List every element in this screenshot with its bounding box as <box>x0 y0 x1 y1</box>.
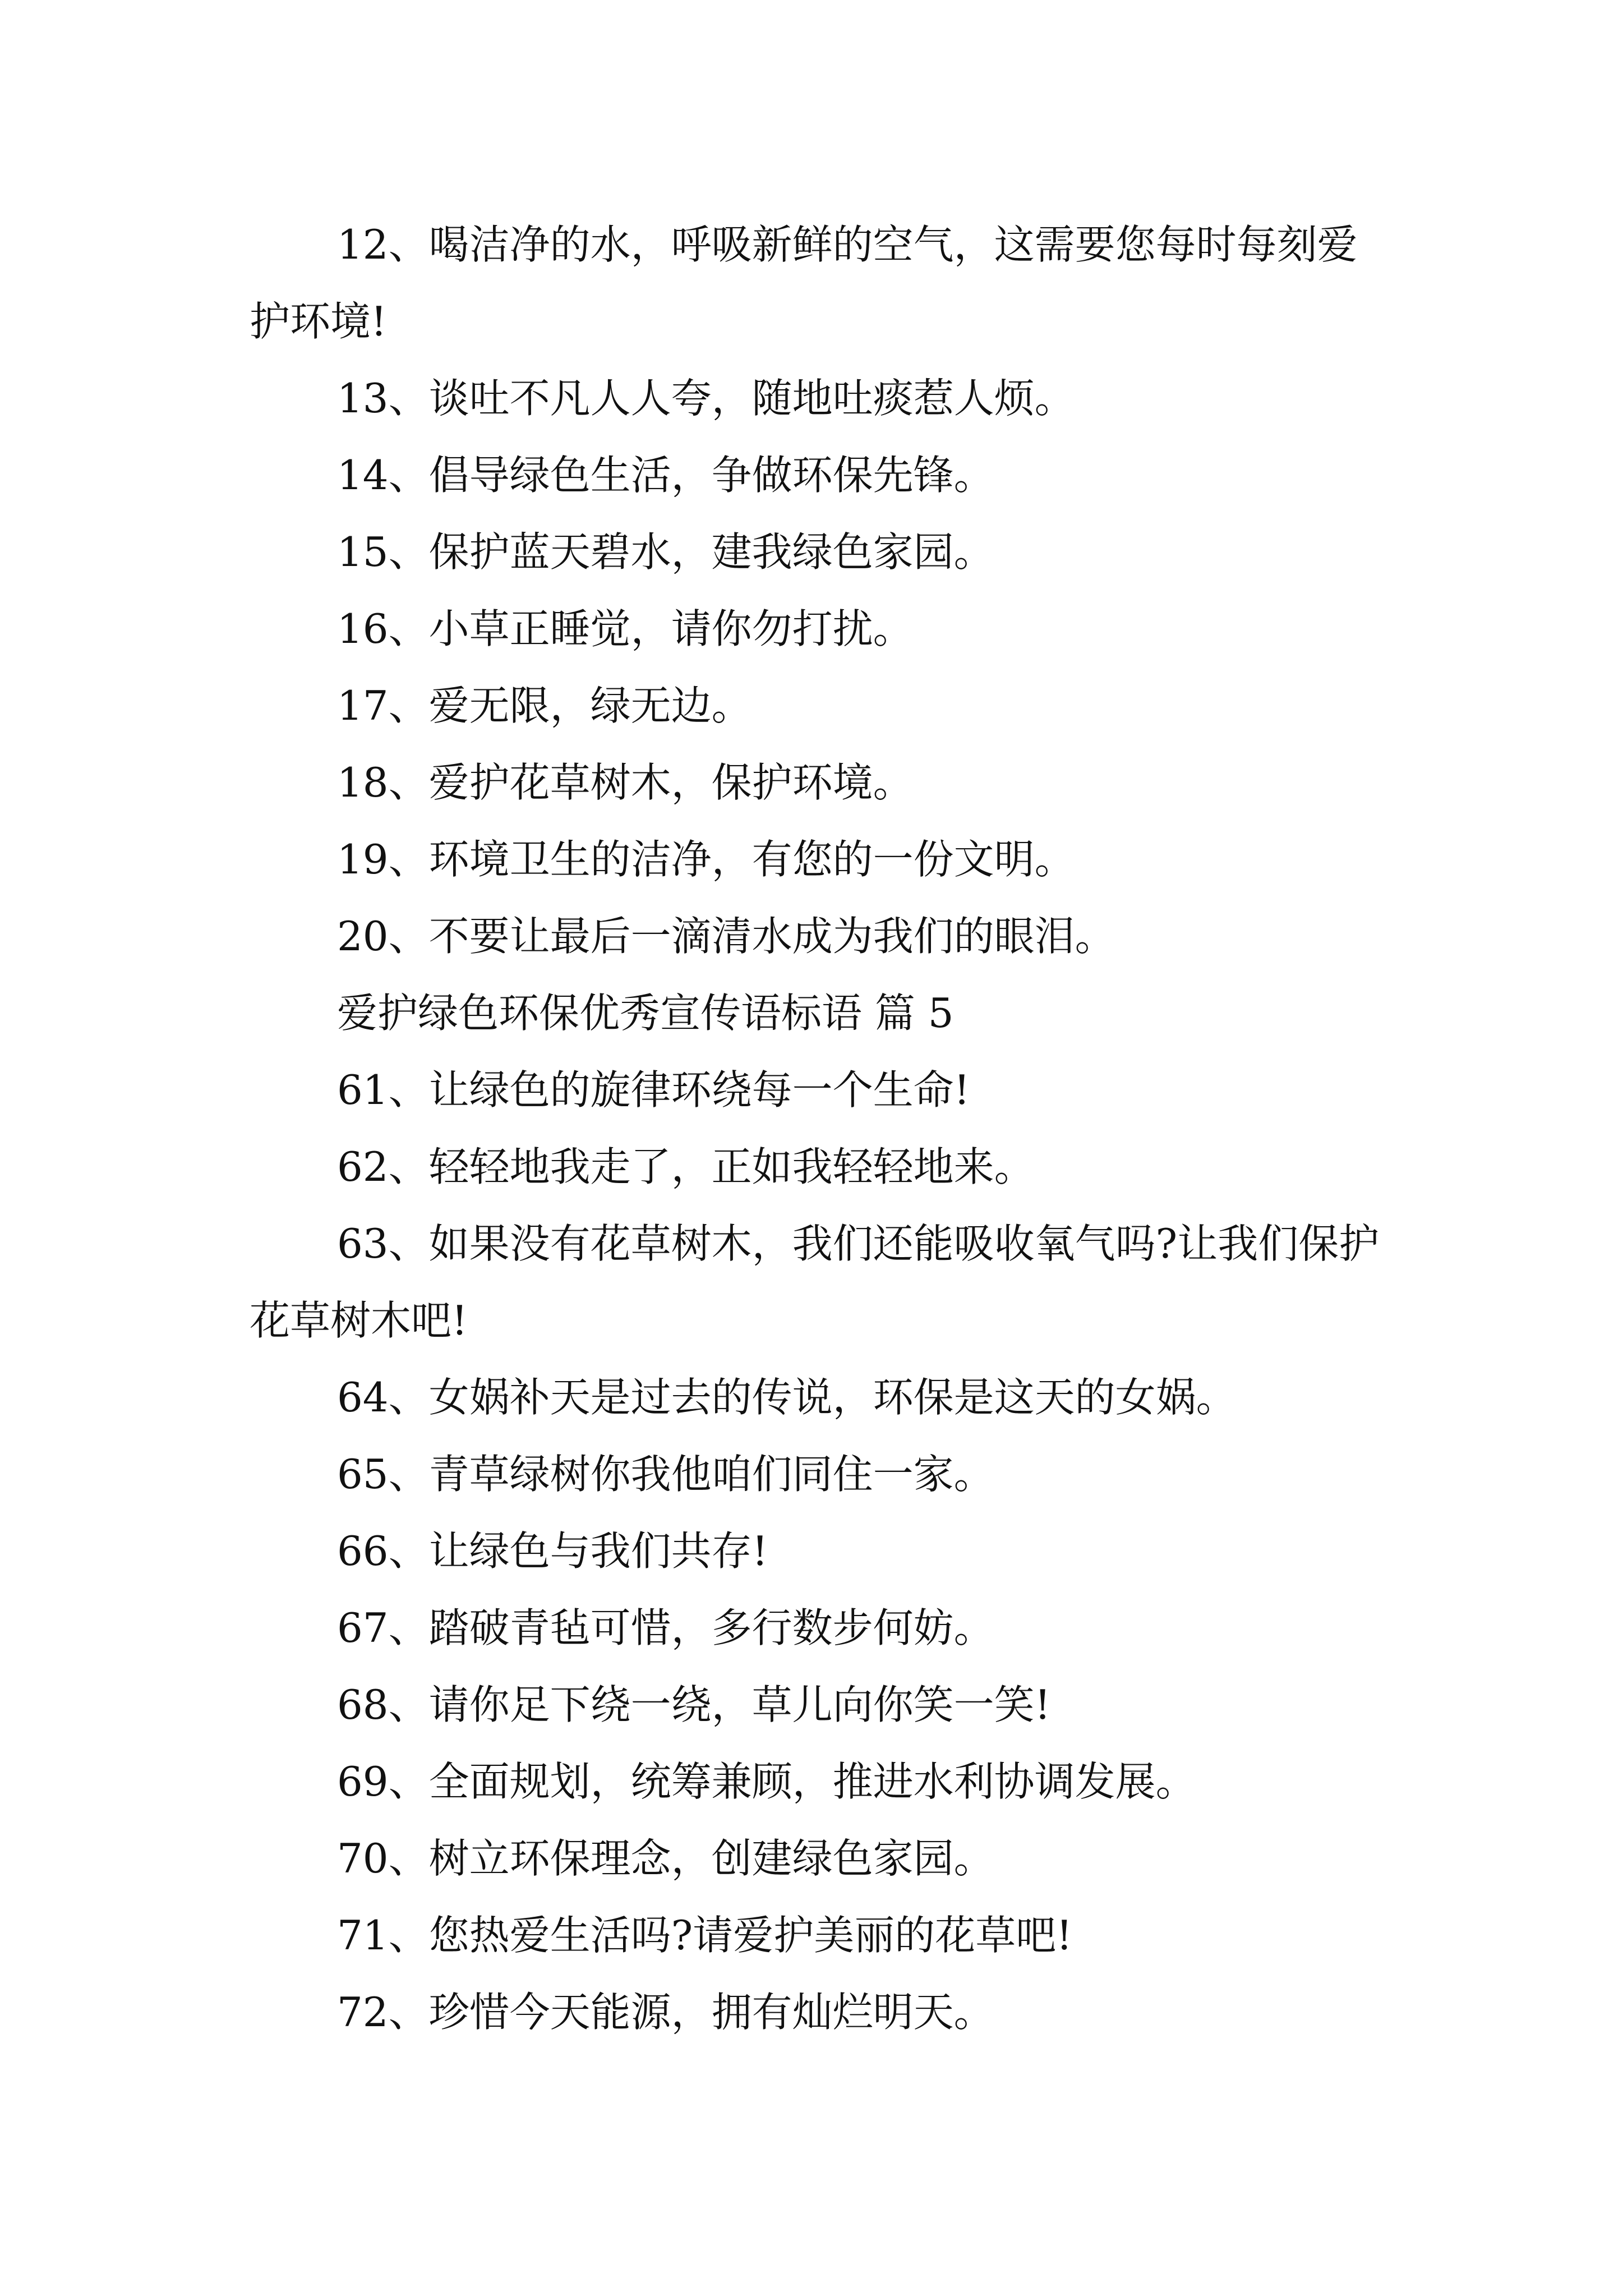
slogan-13: 13、谈吐不凡人人夸，随地吐痰惹人烦。 <box>337 375 1075 422</box>
slogan-15: 15、保护蓝天碧水，建我绿色家园。 <box>337 528 994 576</box>
slogan-12: 12、喝洁净的水，呼吸新鲜的空气，这需要您每时每刻爱护环境! <box>250 221 1358 345</box>
slogan-16: 16、小草正睡觉，请你勿打扰。 <box>337 605 914 652</box>
document-body <box>250 206 1388 2051</box>
slogan-20: 20、不要让最后一滴清水成为我们的眼泪。 <box>337 913 1115 960</box>
slogan-66: 66、让绿色与我们共存! <box>337 1527 768 1575</box>
slogan-62: 62、轻轻地我走了，正如我轻轻地来。 <box>337 1143 1035 1190</box>
slogan-70: 70、树立环保理念，创建绿色家园。 <box>337 1835 994 1882</box>
slogan-18: 18、爱护花草树木，保护环境。 <box>337 759 914 806</box>
slogan-65: 65、青草绿树你我他咱们同住一家。 <box>337 1451 994 1498</box>
slogan-64: 64、女娲补天是过去的传说，环保是这天的女娲。 <box>337 1374 1237 1421</box>
section-heading: 爱护绿色环保优秀宣传语标语 篇 5 <box>337 990 954 1037</box>
slogan-61: 61、让绿色的旋律环绕每一个生命! <box>337 1066 970 1114</box>
slogan-71: 71、您热爱生活吗?请爱护美丽的花草吧! <box>337 1912 1073 1959</box>
slogan-68: 68、请你足下绕一绕，草儿向你笑一笑! <box>337 1681 1051 1728</box>
slogan-67: 67、踏破青毡可惜，多行数步何妨。 <box>337 1604 994 1651</box>
slogan-63: 63、如果没有花草树木，我们还能吸收氧气吗?让我们保护花草树木吧! <box>250 1220 1380 1344</box>
slogan-19: 19、环境卫生的洁净，有您的一份文明。 <box>337 836 1075 883</box>
slogan-72: 72、珍惜今天能源，拥有灿烂明天。 <box>337 1989 994 2036</box>
slogan-69: 69、全面规划，统筹兼顾，推进水利协调发展。 <box>337 1758 1196 1805</box>
slogan-17: 17、爱无限，绿无边。 <box>337 682 752 729</box>
slogan-14: 14、倡导绿色生活，争做环保先锋。 <box>337 452 994 499</box>
